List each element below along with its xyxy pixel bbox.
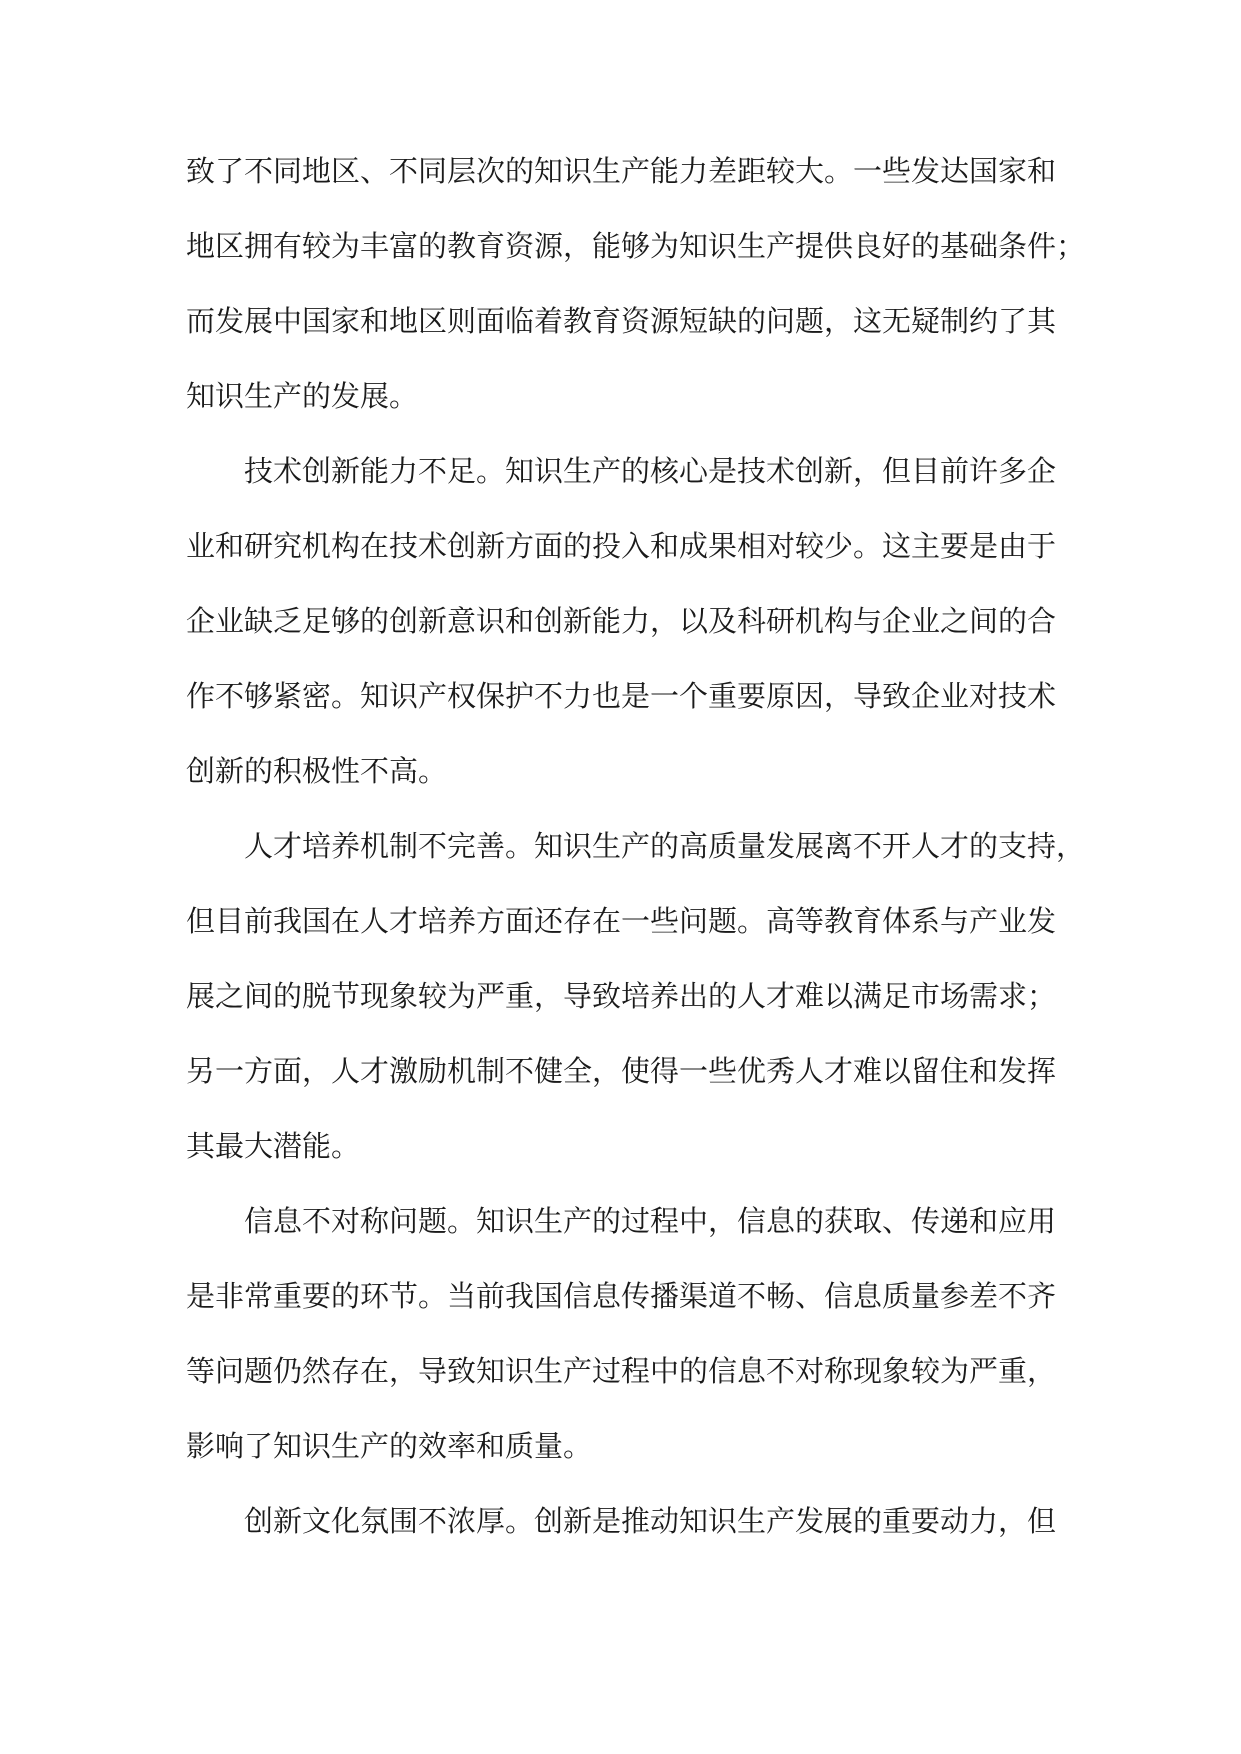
text-line: 影响了知识生产的效率和质量。 <box>186 1429 593 1463</box>
text-line: 地区拥有较为丰富的教育资源，能够为知识生产提供良好的基础条件； <box>186 229 1086 263</box>
text-line: 但目前我国在人才培养方面还存在一些问题。高等教育体系与产业发 <box>186 904 1057 938</box>
document-body <box>186 144 1086 1569</box>
text-line: 而发展中国家和地区则面临着教育资源短缺的问题，这无疑制约了其 <box>186 304 1057 338</box>
text-line: 创新的积极性不高。 <box>186 754 448 788</box>
text-line: 企业缺乏足够的创新意识和创新能力，以及科研机构与企业之间的合 <box>186 604 1057 638</box>
text-line: 知识生产的发展。 <box>186 379 419 413</box>
text-line: 另一方面，人才激励机制不健全，使得一些优秀人才难以留住和发挥 <box>186 1054 1057 1088</box>
text-line: 展之间的脱节现象较为严重，导致培养出的人才难以满足市场需求； <box>186 979 1057 1013</box>
paragraph-first-line: 技术创新能力不足。知识生产的核心是技术创新，但目前许多企 <box>244 454 1057 488</box>
text-line: 作不够紧密。知识产权保护不力也是一个重要原因，导致企业对技术 <box>186 679 1057 713</box>
paragraph-first-line: 信息不对称问题。知识生产的过程中，信息的获取、传递和应用 <box>244 1204 1057 1238</box>
text-line: 是非常重要的环节。当前我国信息传播渠道不畅、信息质量参差不齐 <box>186 1279 1057 1313</box>
text-line: 业和研究机构在技术创新方面的投入和成果相对较少。这主要是由于 <box>186 529 1057 563</box>
text-line: 其最大潜能。 <box>186 1129 361 1163</box>
paragraph-first-line: 人才培养机制不完善。知识生产的高质量发展离不开人才的支持， <box>244 829 1086 863</box>
text-line: 致了不同地区、不同层次的知识生产能力差距较大。一些发达国家和 <box>186 154 1057 188</box>
paragraph-first-line: 创新文化氛围不浓厚。创新是推动知识生产发展的重要动力，但 <box>244 1504 1057 1538</box>
text-line: 等问题仍然存在，导致知识生产过程中的信息不对称现象较为严重， <box>186 1354 1057 1388</box>
